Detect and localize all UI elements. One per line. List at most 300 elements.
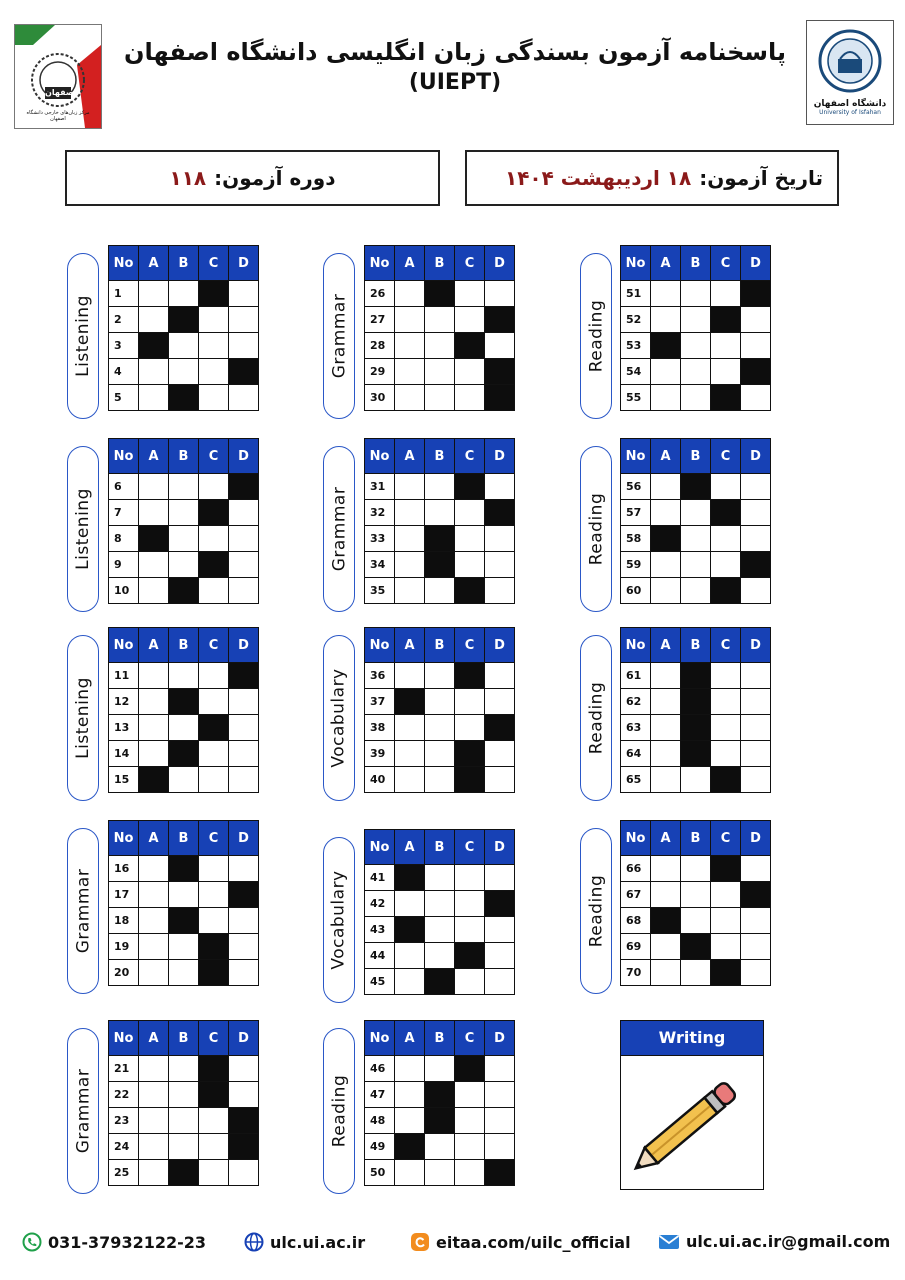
answer-cell-c bbox=[711, 689, 741, 715]
answer-cell-b bbox=[681, 741, 711, 767]
grid-header-b: B bbox=[425, 628, 455, 663]
question-number: 6 bbox=[109, 474, 139, 500]
answer-row bbox=[109, 908, 259, 934]
section-label-text: Listening bbox=[73, 488, 93, 570]
answer-cell-d bbox=[485, 474, 515, 500]
question-number: 61 bbox=[621, 663, 651, 689]
answer-cell-c bbox=[455, 715, 485, 741]
question-number: 59 bbox=[621, 552, 651, 578]
answer-cell-d bbox=[741, 385, 771, 411]
answer-cell-d bbox=[485, 307, 515, 333]
footer-phone[interactable] bbox=[22, 1232, 206, 1252]
answer-cell-a bbox=[395, 943, 425, 969]
section-label-listening bbox=[67, 635, 99, 801]
answer-grid bbox=[364, 1020, 515, 1186]
question-number: 3 bbox=[109, 333, 139, 359]
answer-row bbox=[621, 552, 771, 578]
section-label-grammar bbox=[323, 253, 355, 419]
section-label-reading bbox=[323, 1028, 355, 1194]
answer-row bbox=[365, 1108, 515, 1134]
grid-header-no: No bbox=[621, 628, 651, 663]
answer-cell-c bbox=[711, 385, 741, 411]
question-number: 63 bbox=[621, 715, 651, 741]
answer-cell-d bbox=[229, 767, 259, 793]
exam-date-value: ۱۸ اردیبهشت ۱۴۰۴ bbox=[505, 166, 692, 190]
answer-cell-a bbox=[651, 741, 681, 767]
answer-cell-a bbox=[139, 1160, 169, 1186]
question-number: 46 bbox=[365, 1056, 395, 1082]
answer-cell-d bbox=[741, 281, 771, 307]
grid-header-c: C bbox=[455, 439, 485, 474]
answer-row bbox=[365, 1134, 515, 1160]
answer-row bbox=[365, 385, 515, 411]
answer-cell-d bbox=[741, 960, 771, 986]
grid-header-c: C bbox=[711, 246, 741, 281]
answer-cell-b bbox=[169, 307, 199, 333]
answer-cell-d bbox=[485, 578, 515, 604]
answer-cell-d bbox=[229, 333, 259, 359]
grid-header-d: D bbox=[229, 1021, 259, 1056]
answer-grid bbox=[620, 245, 771, 411]
answer-row bbox=[109, 281, 259, 307]
answer-row bbox=[621, 307, 771, 333]
answer-cell-c bbox=[711, 307, 741, 333]
answer-cell-d bbox=[229, 307, 259, 333]
grid-header-a: A bbox=[395, 830, 425, 865]
question-number: 35 bbox=[365, 578, 395, 604]
answer-cell-d bbox=[741, 474, 771, 500]
answer-cell-b bbox=[681, 578, 711, 604]
answer-cell-c bbox=[455, 663, 485, 689]
grid-header-a: A bbox=[651, 821, 681, 856]
grid-header-b: B bbox=[681, 628, 711, 663]
answer-cell-c bbox=[199, 960, 229, 986]
answer-cell-b bbox=[169, 1082, 199, 1108]
answer-cell-c bbox=[199, 741, 229, 767]
question-number: 23 bbox=[109, 1108, 139, 1134]
answer-cell-c bbox=[199, 500, 229, 526]
answer-cell-b bbox=[169, 359, 199, 385]
answer-cell-a bbox=[139, 1108, 169, 1134]
answer-cell-a bbox=[651, 385, 681, 411]
question-number: 27 bbox=[365, 307, 395, 333]
answer-row bbox=[109, 385, 259, 411]
answer-cell-d bbox=[741, 663, 771, 689]
answer-cell-a bbox=[651, 500, 681, 526]
answer-row bbox=[109, 1134, 259, 1160]
answer-cell-b bbox=[169, 960, 199, 986]
answer-cell-b bbox=[425, 333, 455, 359]
answer-cell-a bbox=[395, 1160, 425, 1186]
grid-header-c: C bbox=[199, 439, 229, 474]
question-number: 31 bbox=[365, 474, 395, 500]
answer-grid bbox=[620, 438, 771, 604]
footer-email-text: ulc.ui.ac.ir@gmail.com bbox=[686, 1232, 891, 1251]
answer-row bbox=[365, 663, 515, 689]
answer-cell-a bbox=[139, 715, 169, 741]
answer-cell-d bbox=[485, 1056, 515, 1082]
answer-cell-d bbox=[741, 500, 771, 526]
answer-cell-d bbox=[741, 689, 771, 715]
answer-cell-b bbox=[425, 767, 455, 793]
answer-cell-c bbox=[455, 1134, 485, 1160]
answer-cell-c bbox=[199, 663, 229, 689]
answer-cell-d bbox=[485, 281, 515, 307]
answer-cell-c bbox=[711, 281, 741, 307]
grid-header-d: D bbox=[741, 628, 771, 663]
question-number: 65 bbox=[621, 767, 651, 793]
answer-cell-d bbox=[741, 908, 771, 934]
grid-header-c: C bbox=[711, 628, 741, 663]
section-label-grammar bbox=[67, 828, 99, 994]
answer-cell-a bbox=[395, 578, 425, 604]
answer-row bbox=[109, 1056, 259, 1082]
answer-cell-d bbox=[485, 891, 515, 917]
answer-cell-a bbox=[395, 1134, 425, 1160]
answer-cell-c bbox=[711, 474, 741, 500]
answer-cell-a bbox=[395, 891, 425, 917]
answer-cell-d bbox=[741, 856, 771, 882]
answer-cell-d bbox=[229, 715, 259, 741]
answer-cell-b bbox=[169, 500, 199, 526]
answer-cell-d bbox=[485, 917, 515, 943]
answer-cell-c bbox=[455, 943, 485, 969]
grid-header-no: No bbox=[365, 439, 395, 474]
answer-cell-d bbox=[485, 741, 515, 767]
answer-row bbox=[621, 385, 771, 411]
grid-header-d: D bbox=[741, 246, 771, 281]
answer-cell-c bbox=[455, 1108, 485, 1134]
answer-cell-b bbox=[425, 1082, 455, 1108]
answer-cell-b bbox=[169, 281, 199, 307]
grid-header-c: C bbox=[199, 1021, 229, 1056]
answer-cell-b bbox=[425, 578, 455, 604]
right-logo-caption-en: University of Isfahan bbox=[819, 109, 881, 116]
answer-cell-b bbox=[425, 385, 455, 411]
grid-header-a: A bbox=[139, 439, 169, 474]
grid-header-c: C bbox=[455, 830, 485, 865]
section-label-text: Grammar bbox=[329, 293, 350, 379]
answer-cell-d bbox=[485, 359, 515, 385]
answer-cell-c bbox=[199, 578, 229, 604]
answer-cell-b bbox=[169, 1160, 199, 1186]
answer-cell-c bbox=[711, 934, 741, 960]
question-number: 70 bbox=[621, 960, 651, 986]
answer-row bbox=[365, 359, 515, 385]
answer-cell-b bbox=[681, 715, 711, 741]
grid-header-d: D bbox=[485, 1021, 515, 1056]
answer-cell-c bbox=[455, 969, 485, 995]
question-number: 55 bbox=[621, 385, 651, 411]
answer-row bbox=[109, 882, 259, 908]
section-label-text: Grammar bbox=[329, 486, 350, 572]
answer-row bbox=[365, 1160, 515, 1186]
answer-cell-b bbox=[169, 385, 199, 411]
answer-row bbox=[621, 908, 771, 934]
answer-row bbox=[365, 526, 515, 552]
answer-cell-b bbox=[425, 526, 455, 552]
exam-term-box bbox=[65, 150, 440, 206]
question-number: 51 bbox=[621, 281, 651, 307]
question-number: 14 bbox=[109, 741, 139, 767]
answer-cell-d bbox=[229, 385, 259, 411]
answer-cell-d bbox=[741, 741, 771, 767]
answer-grid bbox=[364, 245, 515, 411]
grid-header-d: D bbox=[229, 821, 259, 856]
answer-row bbox=[109, 767, 259, 793]
grid-header-b: B bbox=[681, 246, 711, 281]
grid-header-b: B bbox=[681, 439, 711, 474]
question-number: 39 bbox=[365, 741, 395, 767]
grid-header-d: D bbox=[485, 830, 515, 865]
answer-row bbox=[365, 943, 515, 969]
answer-cell-b bbox=[425, 281, 455, 307]
answer-cell-c bbox=[711, 908, 741, 934]
answer-grid bbox=[364, 829, 515, 995]
answer-cell-a bbox=[395, 969, 425, 995]
answer-grid bbox=[620, 627, 771, 793]
answer-row bbox=[365, 865, 515, 891]
right-logo-caption: دانشگاه اصفهان bbox=[813, 99, 887, 109]
footer-website[interactable] bbox=[244, 1232, 365, 1252]
answer-cell-b bbox=[425, 741, 455, 767]
footer-eitaa-text: eitaa.com/uilc_official bbox=[436, 1232, 631, 1252]
answer-row bbox=[621, 333, 771, 359]
answer-cell-d bbox=[485, 1134, 515, 1160]
answer-cell-c bbox=[455, 307, 485, 333]
answer-cell-c bbox=[199, 1082, 229, 1108]
answer-cell-a bbox=[395, 865, 425, 891]
university-logo bbox=[806, 20, 894, 125]
answer-cell-d bbox=[229, 1082, 259, 1108]
question-number: 60 bbox=[621, 578, 651, 604]
answer-cell-c bbox=[199, 1056, 229, 1082]
answer-cell-a bbox=[651, 307, 681, 333]
answer-row bbox=[621, 689, 771, 715]
grid-header-a: A bbox=[651, 628, 681, 663]
question-number: 19 bbox=[109, 934, 139, 960]
question-number: 69 bbox=[621, 934, 651, 960]
exam-term-value: ۱۱۸ bbox=[169, 166, 207, 190]
answer-cell-b bbox=[425, 552, 455, 578]
answer-cell-c bbox=[711, 333, 741, 359]
answer-cell-c bbox=[455, 1160, 485, 1186]
footer-eitaa[interactable] bbox=[410, 1232, 631, 1252]
question-number: 28 bbox=[365, 333, 395, 359]
answer-cell-d bbox=[485, 1108, 515, 1134]
exam-date-box bbox=[465, 150, 839, 206]
answer-cell-c bbox=[711, 500, 741, 526]
question-number: 7 bbox=[109, 500, 139, 526]
question-number: 37 bbox=[365, 689, 395, 715]
section-label-reading bbox=[580, 828, 612, 994]
answer-cell-a bbox=[395, 474, 425, 500]
answer-cell-c bbox=[199, 934, 229, 960]
section-label-text: Grammar bbox=[73, 868, 94, 954]
question-number: 11 bbox=[109, 663, 139, 689]
answer-cell-b bbox=[425, 969, 455, 995]
exam-date-label: تاریخ آزمون: bbox=[699, 166, 823, 190]
answer-row bbox=[109, 474, 259, 500]
question-number: 9 bbox=[109, 552, 139, 578]
answer-cell-d bbox=[229, 552, 259, 578]
answer-cell-b bbox=[169, 908, 199, 934]
answer-row bbox=[621, 934, 771, 960]
answer-cell-b bbox=[169, 552, 199, 578]
answer-cell-a bbox=[651, 934, 681, 960]
grid-header-b: B bbox=[169, 246, 199, 281]
answer-cell-c bbox=[455, 359, 485, 385]
answer-cell-a bbox=[139, 741, 169, 767]
section-label-grammar bbox=[323, 446, 355, 612]
grid-header-a: A bbox=[651, 439, 681, 474]
grid-header-no: No bbox=[621, 439, 651, 474]
answer-cell-b bbox=[425, 307, 455, 333]
grid-header-c: C bbox=[455, 246, 485, 281]
answer-row bbox=[365, 1056, 515, 1082]
answer-cell-c bbox=[199, 689, 229, 715]
answer-row bbox=[365, 578, 515, 604]
answer-cell-a bbox=[395, 1056, 425, 1082]
answer-cell-c bbox=[455, 917, 485, 943]
answer-cell-d bbox=[741, 767, 771, 793]
question-number: 29 bbox=[365, 359, 395, 385]
section-label-text: Vocabulary bbox=[329, 668, 350, 768]
answer-cell-a bbox=[395, 1082, 425, 1108]
answer-row bbox=[365, 917, 515, 943]
answer-cell-a bbox=[651, 333, 681, 359]
answer-cell-c bbox=[455, 385, 485, 411]
answer-cell-a bbox=[139, 689, 169, 715]
footer-email[interactable] bbox=[658, 1232, 890, 1251]
grid-header-b: B bbox=[169, 628, 199, 663]
question-number: 22 bbox=[109, 1082, 139, 1108]
answer-cell-a bbox=[139, 281, 169, 307]
grid-header-no: No bbox=[109, 439, 139, 474]
answer-cell-b bbox=[425, 715, 455, 741]
question-number: 8 bbox=[109, 526, 139, 552]
answer-cell-d bbox=[229, 578, 259, 604]
grid-header-a: A bbox=[395, 628, 425, 663]
answer-cell-d bbox=[741, 333, 771, 359]
question-number: 4 bbox=[109, 359, 139, 385]
answer-row bbox=[621, 500, 771, 526]
answer-cell-d bbox=[485, 943, 515, 969]
answer-cell-b bbox=[169, 1134, 199, 1160]
section-label-listening bbox=[67, 253, 99, 419]
answer-cell-b bbox=[681, 385, 711, 411]
answer-cell-a bbox=[395, 281, 425, 307]
question-number: 43 bbox=[365, 917, 395, 943]
grid-header-no: No bbox=[365, 830, 395, 865]
grid-header-b: B bbox=[169, 1021, 199, 1056]
answer-cell-d bbox=[485, 552, 515, 578]
answer-cell-d bbox=[741, 715, 771, 741]
writing-header: Writing bbox=[621, 1021, 763, 1056]
answer-row bbox=[109, 1082, 259, 1108]
answer-row bbox=[621, 474, 771, 500]
answer-cell-c bbox=[199, 526, 229, 552]
answer-cell-a bbox=[395, 689, 425, 715]
answer-cell-c bbox=[199, 474, 229, 500]
answer-row bbox=[109, 856, 259, 882]
question-number: 30 bbox=[365, 385, 395, 411]
answer-cell-d bbox=[229, 1134, 259, 1160]
grid-header-b: B bbox=[169, 821, 199, 856]
answer-cell-d bbox=[229, 934, 259, 960]
answer-cell-a bbox=[651, 908, 681, 934]
answer-cell-b bbox=[681, 767, 711, 793]
question-number: 34 bbox=[365, 552, 395, 578]
answer-cell-d bbox=[485, 767, 515, 793]
answer-row bbox=[365, 281, 515, 307]
grid-header-c: C bbox=[199, 821, 229, 856]
answer-cell-a bbox=[651, 474, 681, 500]
answer-cell-b bbox=[169, 767, 199, 793]
answer-cell-b bbox=[425, 500, 455, 526]
answer-cell-a bbox=[395, 917, 425, 943]
answer-cell-b bbox=[425, 689, 455, 715]
answer-cell-b bbox=[425, 474, 455, 500]
answer-row bbox=[109, 663, 259, 689]
question-number: 5 bbox=[109, 385, 139, 411]
section-label-text: Listening bbox=[73, 677, 93, 759]
answer-cell-d bbox=[485, 333, 515, 359]
answer-cell-b bbox=[681, 856, 711, 882]
grid-header-d: D bbox=[485, 628, 515, 663]
section-label-grammar bbox=[67, 1028, 99, 1194]
left-logo-text: اصفهان bbox=[45, 88, 77, 97]
answer-cell-d bbox=[229, 526, 259, 552]
question-number: 42 bbox=[365, 891, 395, 917]
answer-cell-a bbox=[139, 307, 169, 333]
section-label-vocabulary bbox=[323, 635, 355, 801]
grid-header-a: A bbox=[139, 628, 169, 663]
answer-cell-b bbox=[425, 1134, 455, 1160]
answer-cell-c bbox=[711, 882, 741, 908]
answer-cell-c bbox=[455, 1056, 485, 1082]
answer-row bbox=[621, 281, 771, 307]
answer-cell-d bbox=[485, 715, 515, 741]
question-number: 52 bbox=[621, 307, 651, 333]
answer-cell-a bbox=[139, 663, 169, 689]
globe-icon bbox=[244, 1232, 264, 1252]
answer-cell-b bbox=[169, 882, 199, 908]
answer-row bbox=[365, 474, 515, 500]
answer-cell-c bbox=[455, 526, 485, 552]
exam-term-label: دوره آزمون: bbox=[214, 166, 336, 190]
answer-row bbox=[109, 578, 259, 604]
answer-cell-d bbox=[229, 1056, 259, 1082]
answer-cell-d bbox=[741, 578, 771, 604]
answer-cell-a bbox=[139, 1056, 169, 1082]
question-number: 67 bbox=[621, 882, 651, 908]
pencil-icon bbox=[621, 1056, 761, 1188]
answer-cell-d bbox=[229, 500, 259, 526]
answer-row bbox=[109, 741, 259, 767]
answer-cell-c bbox=[199, 1134, 229, 1160]
answer-cell-b bbox=[681, 882, 711, 908]
answer-cell-d bbox=[229, 1160, 259, 1186]
answer-cell-b bbox=[169, 526, 199, 552]
answer-cell-b bbox=[681, 934, 711, 960]
answer-cell-a bbox=[651, 715, 681, 741]
section-label-text: Reading bbox=[586, 492, 607, 566]
grid-header-d: D bbox=[741, 821, 771, 856]
whatsapp-phone-icon bbox=[22, 1232, 42, 1252]
answer-cell-b bbox=[681, 689, 711, 715]
grid-header-d: D bbox=[485, 439, 515, 474]
